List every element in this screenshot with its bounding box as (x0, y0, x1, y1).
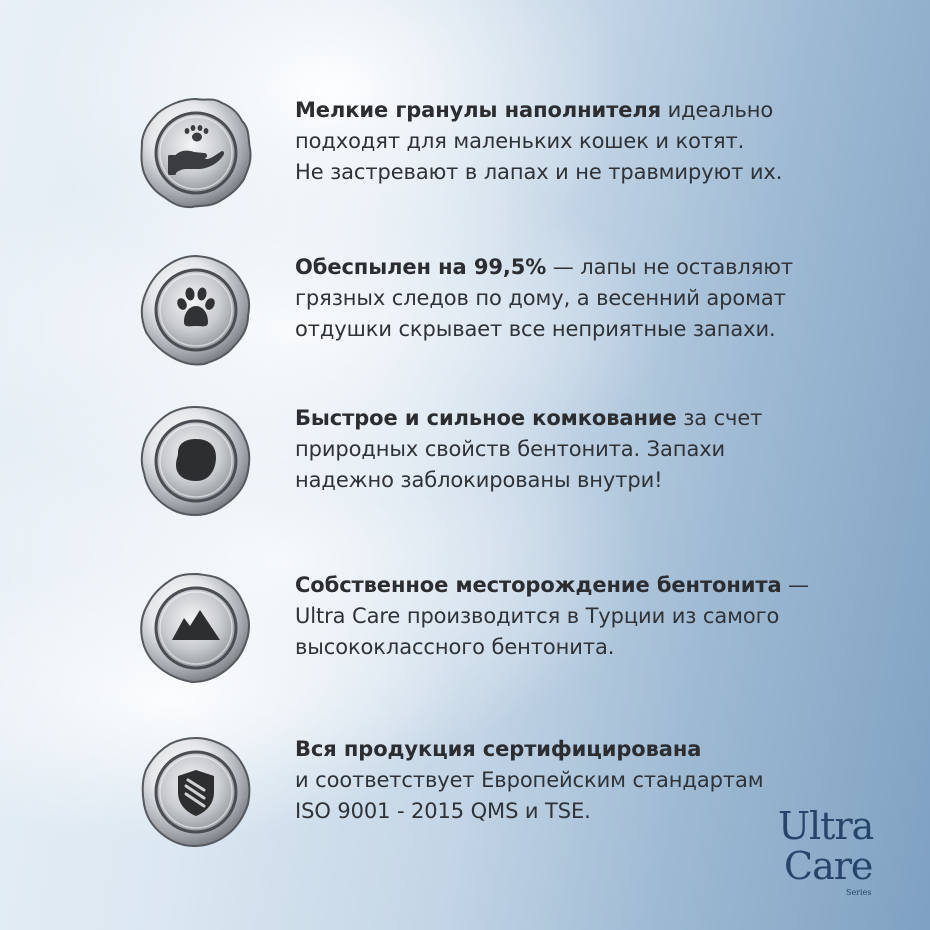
feature-line: ISO 9001 - 2015 QMS и TSE. (295, 799, 591, 823)
brand-logo (776, 806, 886, 906)
feature-row-3 (0, 403, 930, 543)
feature-row-1 (0, 95, 930, 235)
feature-title: Быстрое и сильное комкование (295, 406, 677, 430)
feature-title: Собственное месторождение бентонита (295, 573, 782, 597)
feature-text-2 (295, 252, 815, 345)
feature-text-1 (295, 95, 815, 188)
paw-print-icon (138, 252, 254, 368)
feature-line: высококлассного бентонита. (295, 635, 615, 659)
feature-line: Не застревают в лапах и не травмируют их. (295, 160, 783, 184)
feature-line: грязных следов по дому, а весенний аромат (295, 286, 786, 310)
feature-line: надежно заблокированы внутри! (295, 468, 663, 492)
feature-text-5 (295, 734, 815, 827)
feature-line: идеально (661, 98, 774, 122)
feature-line: подходят для маленьких кошек и котят. (295, 129, 745, 153)
mountain-icon (138, 570, 254, 686)
feature-line: — лапы не оставляют (546, 255, 793, 279)
feature-title: Мелкие гранулы наполнителя (295, 98, 661, 122)
feature-title: Обеспылен на 99,5% (295, 255, 547, 279)
logo-word-care: Care (784, 844, 873, 888)
feature-line: отдушки скрывает все неприятные запахи. (295, 317, 776, 341)
feature-row-2 (0, 252, 930, 392)
feature-row-4 (0, 570, 930, 710)
feature-line: — (781, 573, 810, 597)
clump-icon (138, 403, 254, 519)
feature-title: Вся продукция сертифицирована (295, 737, 702, 761)
feature-line: природных свойств бентонита. Запахи (295, 437, 726, 461)
shield-icon (138, 734, 254, 850)
feature-line: за счет (676, 406, 763, 430)
feature-line: Ultra Care производится в Турции из самого (295, 604, 780, 628)
feature-text-4 (295, 570, 815, 663)
logo-word-ultra: Ultra (778, 804, 874, 848)
hand-paw-icon (138, 95, 254, 211)
feature-text-3 (295, 403, 815, 496)
feature-line: и соответствует Европейским стандартам (295, 768, 764, 792)
logo-tagline: Series (846, 888, 872, 897)
